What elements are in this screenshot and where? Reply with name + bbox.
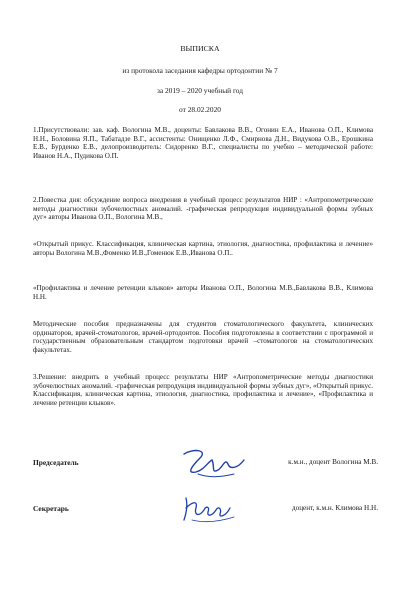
chair-signature-row	[33, 452, 378, 486]
protocol-date: от 28.02.2020	[179, 105, 221, 114]
secretary-signature-image	[178, 492, 240, 526]
paragraph-manuals	[33, 320, 373, 354]
chair-name: к.м.н., доцент Вологина М.В.	[288, 458, 378, 466]
present-text: 1.Присутствовали: зав. каф. Вологина М.В., доценты: Бавлакова В.В., Огонин Е.А., Иванова О.П., Климова Н.Н., Боловина Я.П., Табатадзе В.Г., ассистенты: Онищенко Л.Ф., Смирнова Д.Н., Видукова О.В., Ерошкина Е.В., Бурденко Е.В., делопроизводитель: Сидоренко В.Г., специалисты по учебно – методической работе: Иванов Н.А., Пудикова О.П.	[33, 126, 373, 160]
paragraph-open-bite	[33, 240, 373, 257]
decision-text: 3.Решение: внедрить в учебный процесс результаты НИР «Антропометрические методы диагностики зубочелюстных аномалий. -графическая репродукция индивидуальной формы зубных дуг», «Открытый прикус. Классификация, клиническая картина, этиология, диагностика, профилактика и лечение», «Профилактика и лечение ретенции клыков».	[33, 373, 373, 407]
secretary-signature-row	[33, 498, 378, 532]
chair-role: Председатель	[33, 458, 79, 467]
secretary-role: Секретарь	[33, 504, 69, 513]
secretary-name: доцент, к.м.н. Климова Н.Н.	[291, 504, 378, 512]
open-bite-text: «Открытый прикус. Классификация, клиническая картина, этиология, диагностика, профилактика и лечение» авторы Вологина М.В.,Фоменко И.В.,Гоменюк Е.В.,Иванова О.П..	[33, 240, 373, 257]
manuals-text: Методические пособия предназначены для студентов стоматологического факультета, клинических ординаторов, врачей-стоматологов, врачей-ортодонтов. Пособия подготовлены в соответствии с программой и государственным образовательным стандартом подготовки врачей –стоматологов на стоматологических факультетах.	[33, 320, 373, 354]
academic-year: за 2019 – 2020 учебный год	[156, 86, 244, 95]
retention-text: «Профилактика и лечение ретенции клыков» авторы Иванова О.П., Вологина М.В.,Бавлакова В.В., Климова Н.Н.	[33, 284, 373, 301]
document-title: ВЫПИСКА	[180, 44, 220, 53]
paragraph-retention	[33, 284, 373, 301]
paragraph-decision	[33, 373, 373, 407]
document-subtitle: из протокола заседания кафедры ортодонтии № 7	[122, 66, 278, 75]
agenda-text: 2.Повестка дня: обсуждение вопроса внедрения в учебный процесс результатов НИР : «Антропометрические методы диагностики зубочелюстных аномалий. -графическая репродукция индивидуальной формы зубных дуг» авторы Иванова О.П., Вологина М.В.,	[33, 196, 373, 222]
paragraph-present	[33, 126, 373, 160]
paragraph-agenda	[33, 196, 373, 222]
chair-signature-image	[178, 444, 248, 484]
